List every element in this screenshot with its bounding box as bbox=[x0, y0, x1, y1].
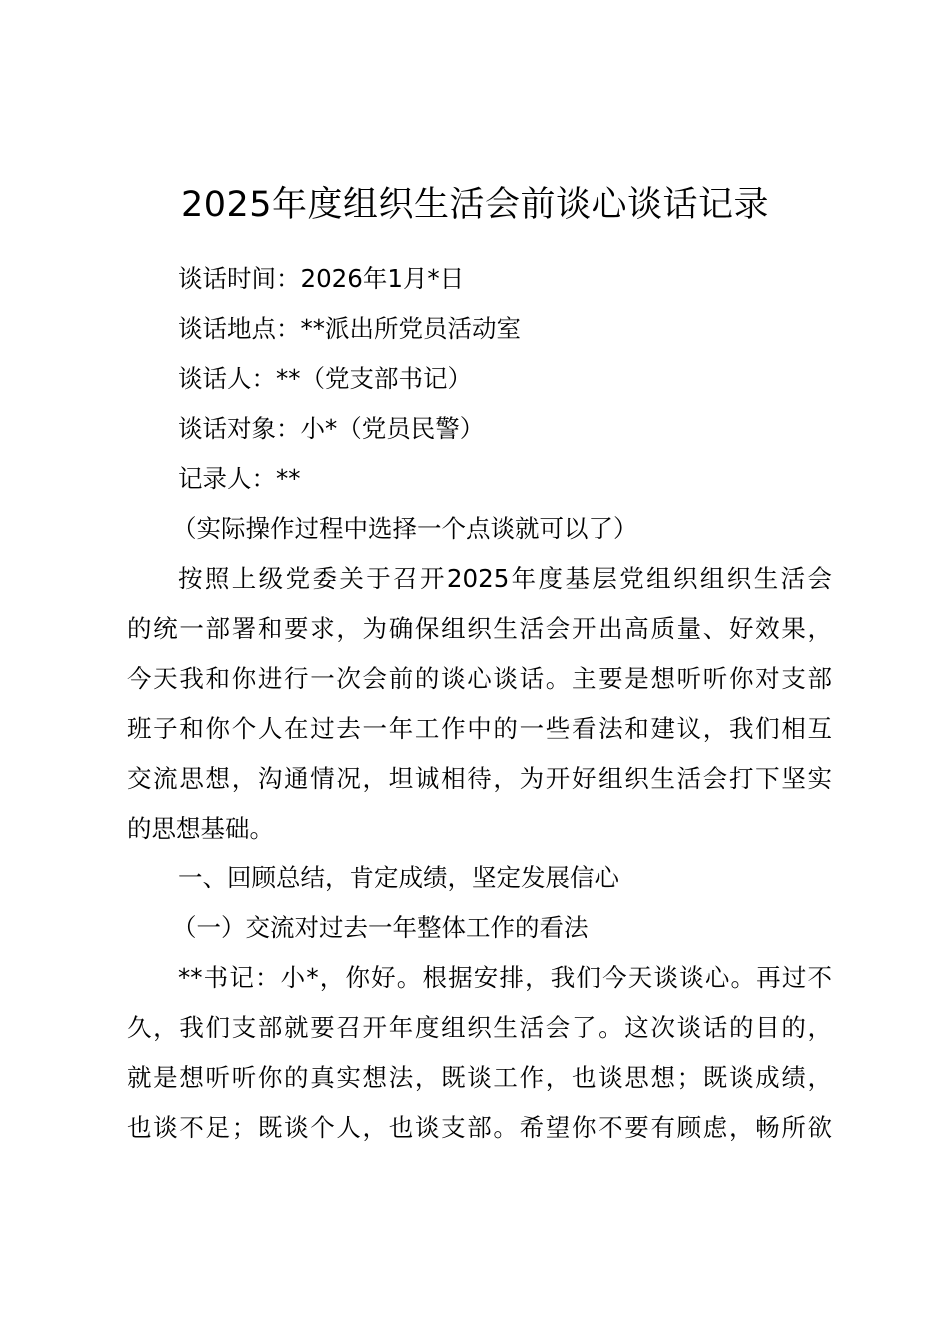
meta-location: 谈话地点：**派出所党员活动室 bbox=[178, 314, 521, 343]
subsection-heading: （一）交流对过去一年整体工作的看法 bbox=[172, 913, 589, 942]
meta-recorder: 记录人：** bbox=[178, 464, 301, 493]
meta-interviewer: 谈话人：**（党支部书记） bbox=[178, 364, 472, 393]
dialogue-line: 也谈不足；既谈个人，也谈支部。希望你不要有顾虑，畅所欲 bbox=[127, 1113, 832, 1142]
intro-line: 班子和你个人在过去一年工作中的一些看法和建议，我们相互 bbox=[127, 714, 832, 743]
meta-interviewee: 谈话对象：小*（党员民警） bbox=[178, 414, 485, 443]
intro-line: 的统一部署和要求，为确保组织生活会开出高质量、好效果， bbox=[127, 614, 832, 643]
document-title: 2025年度组织生活会前谈心谈话记录 bbox=[180, 185, 770, 225]
meta-time: 谈话时间：2026年1月*日 bbox=[178, 264, 465, 293]
meta-note: （实际操作过程中选择一个点谈就可以了） bbox=[172, 514, 638, 543]
dialogue-line: 久，我们支部就要召开年度组织生活会了。这次谈话的目的， bbox=[127, 1013, 832, 1042]
dialogue-line: 就是想听听你的真实想法，既谈工作，也谈思想；既谈成绩， bbox=[127, 1063, 832, 1092]
section-heading: 一、回顾总结，肯定成绩，坚定发展信心 bbox=[178, 863, 619, 892]
dialogue-line: **书记：小*，你好。根据安排，我们今天谈谈心。再过不 bbox=[178, 963, 832, 992]
intro-line: 按照上级党委关于召开2025年度基层党组织组织生活会 bbox=[178, 564, 832, 593]
intro-line: 交流思想，沟通情况，坦诚相待，为开好组织生活会打下坚实 bbox=[127, 764, 832, 793]
intro-line: 的思想基础。 bbox=[127, 814, 274, 843]
intro-line: 今天我和你进行一次会前的谈心谈话。主要是想听听你对支部 bbox=[127, 664, 832, 693]
